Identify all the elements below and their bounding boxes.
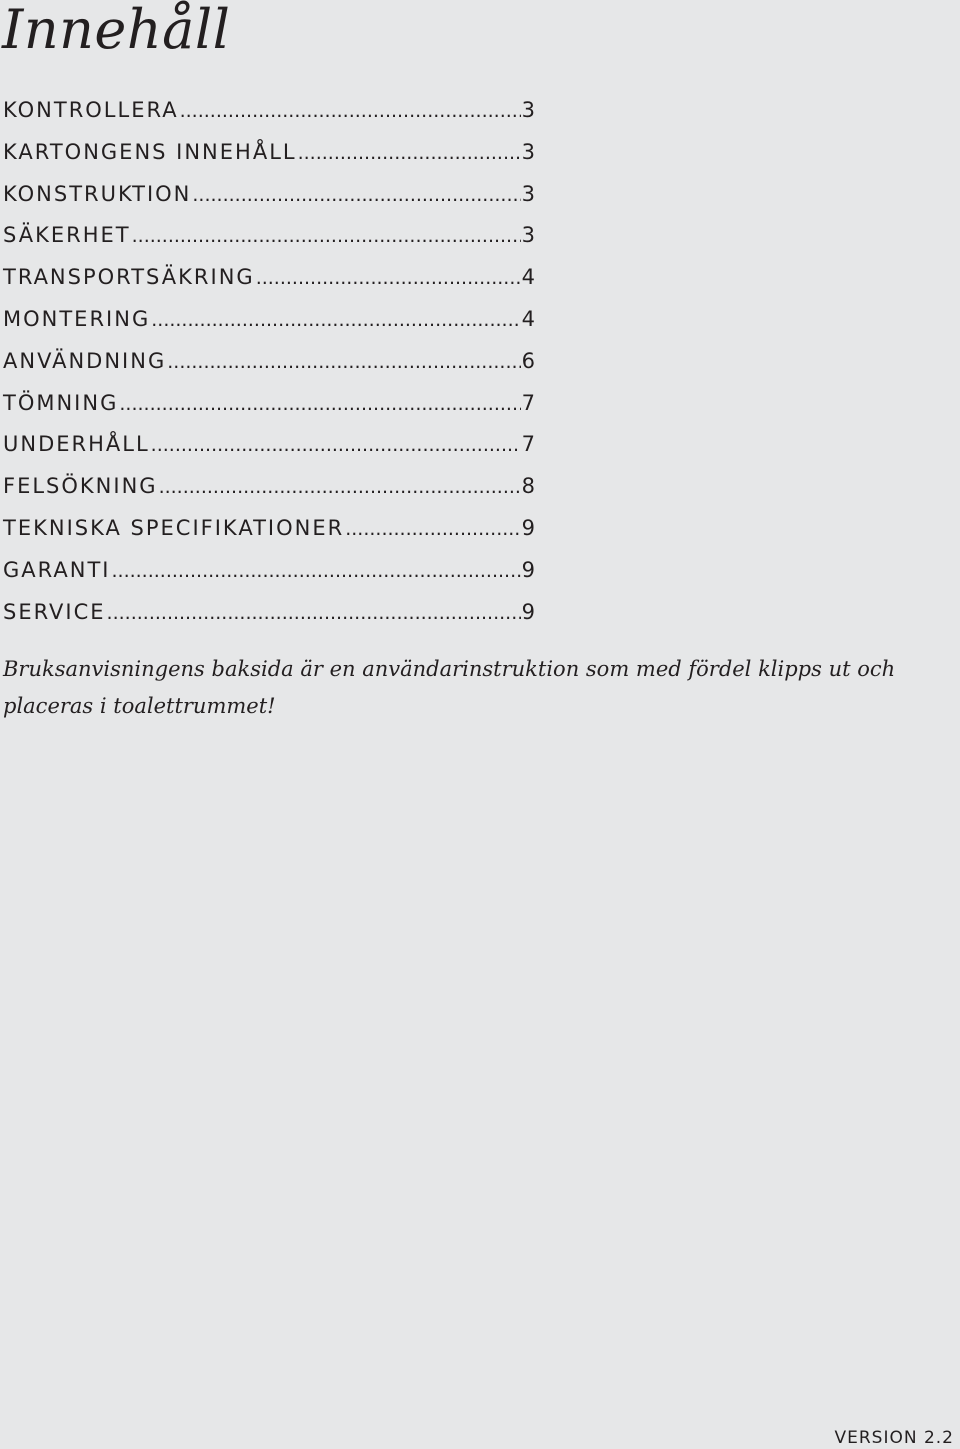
toc-item-transportsakring[interactable] bbox=[3, 257, 535, 299]
toc-item-garanti[interactable] bbox=[3, 550, 535, 592]
toc-item-page: 3 bbox=[521, 139, 535, 164]
toc-item-page: 9 bbox=[521, 599, 535, 624]
toc-dot-leader bbox=[159, 467, 521, 509]
toc-item-page: 7 bbox=[521, 432, 535, 457]
toc-dot-leader bbox=[192, 175, 520, 217]
toc-item-kartongens-innehall[interactable] bbox=[3, 132, 535, 174]
toc-item-page: 9 bbox=[521, 515, 535, 540]
toc-dot-leader bbox=[107, 593, 521, 635]
table-of-contents bbox=[3, 90, 535, 633]
toc-item-label: KARTONGENS INNEHÅLL bbox=[3, 139, 297, 164]
toc-dot-leader bbox=[345, 509, 520, 551]
toc-item-page: 4 bbox=[521, 306, 535, 331]
toc-item-page: 4 bbox=[521, 265, 535, 290]
toc-item-label: SÄKERHET bbox=[3, 223, 131, 248]
toc-item-tekniska-specifikationer[interactable] bbox=[3, 508, 535, 550]
toc-item-label: UNDERHÅLL bbox=[3, 432, 150, 457]
toc-item-label: KONSTRUKTION bbox=[3, 181, 192, 206]
page-title: Innehåll bbox=[2, 0, 231, 61]
toc-item-page: 6 bbox=[521, 348, 535, 373]
toc-dot-leader bbox=[119, 384, 520, 426]
toc-item-label: ANVÄNDNING bbox=[3, 348, 167, 373]
toc-dot-leader bbox=[167, 342, 520, 384]
toc-item-label: MONTERING bbox=[3, 306, 151, 331]
toc-item-label: SERVICE bbox=[3, 599, 106, 624]
toc-item-montering[interactable] bbox=[3, 299, 535, 341]
toc-item-label: GARANTI bbox=[3, 557, 111, 582]
toc-dot-leader bbox=[132, 216, 521, 258]
toc-item-sakerhet[interactable] bbox=[3, 215, 535, 257]
toc-item-underhall[interactable] bbox=[3, 424, 535, 466]
toc-item-label: KONTROLLERA bbox=[3, 98, 179, 122]
toc-item-felsokning[interactable] bbox=[3, 466, 535, 508]
toc-item-kontrollera[interactable] bbox=[3, 90, 535, 132]
cutout-note: Bruksanvisningens baksida är en användarinstruktion som med fördel klipps ut och placeras i toalettrummet! bbox=[3, 657, 896, 718]
toc-item-page: 3 bbox=[521, 181, 535, 206]
toc-dot-leader bbox=[298, 133, 521, 175]
toc-item-page: 3 bbox=[521, 223, 535, 248]
toc-item-label: TRANSPORTSÄKRING bbox=[3, 265, 255, 290]
toc-dot-leader bbox=[256, 258, 521, 300]
toc-item-konstruktion[interactable] bbox=[3, 174, 535, 216]
toc-item-service[interactable] bbox=[3, 592, 535, 634]
toc-dot-leader bbox=[151, 300, 520, 342]
toc-dot-leader bbox=[180, 91, 521, 133]
toc-item-label: TEKNISKA SPECIFIKATIONER bbox=[3, 515, 345, 540]
toc-item-page: 3 bbox=[521, 98, 535, 122]
toc-dot-leader bbox=[151, 425, 521, 467]
toc-item-anvandning[interactable] bbox=[3, 341, 535, 383]
toc-item-tomning[interactable] bbox=[3, 383, 535, 425]
version-label: VERSION 2.2 bbox=[834, 1428, 954, 1448]
toc-item-label: TÖMNING bbox=[3, 390, 119, 415]
toc-item-page: 9 bbox=[521, 557, 535, 582]
toc-dot-leader bbox=[111, 551, 520, 593]
toc-item-label: FELSÖKNING bbox=[3, 474, 158, 499]
toc-item-page: 7 bbox=[521, 390, 535, 415]
toc-item-page: 8 bbox=[521, 474, 535, 499]
